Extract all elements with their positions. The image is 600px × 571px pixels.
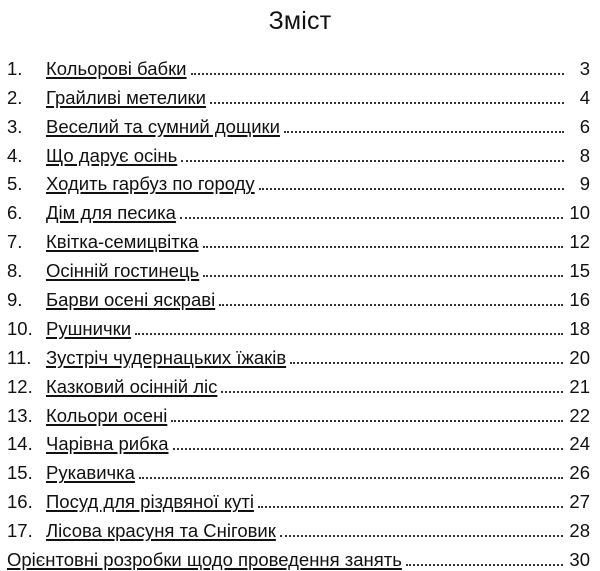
toc-entry-number: 9. [7,289,23,311]
toc-entry-title[interactable]: Дім для песика [46,202,176,224]
toc-entry-title[interactable]: Веселий та сумний дощики [46,115,280,137]
toc-entry-number: 15. [7,462,33,484]
toc-entry-page: 28 [569,520,590,542]
toc-entry[interactable] [7,138,590,167]
dot-leader [181,160,564,162]
toc-entry-title[interactable]: Ходить гарбуз по городу [46,173,255,195]
toc-entry-number: 14. [7,433,33,455]
toc-entry[interactable] [7,80,590,109]
dot-leader [280,535,564,537]
toc-entry-title[interactable]: Рушнички [46,317,132,339]
toc-entry-title[interactable]: Чарівна рибка [46,433,169,455]
toc-entry[interactable] [7,167,590,196]
dot-leader [135,333,563,335]
dot-leader [290,362,563,364]
dot-leader [219,304,563,306]
toc-entry-title[interactable]: Казковий осінній ліс [46,375,218,397]
dot-leader [203,246,564,248]
toc-entry-page: 15 [569,260,590,282]
toc-entry-number: 13. [7,404,33,426]
toc-entry-page: 4 [579,86,590,108]
toc-entry-number: 1. [7,57,23,79]
dot-leader [406,564,564,566]
toc-list [7,51,590,571]
toc-entry-page: 18 [569,317,590,339]
dot-leader [284,131,564,133]
toc-entry-title[interactable]: Орієнтовні розробки щодо проведення занять [7,549,402,571]
toc-entry-number: 7. [7,231,23,253]
toc-entry-number: 16. [7,491,33,513]
toc-entry-title[interactable]: Зустріч чудернацьких їжаків [46,346,287,368]
toc-entry-title[interactable]: Лісова красуня та Сніговик [46,520,276,542]
toc-entry-title[interactable]: Грайливі метелики [46,86,206,108]
toc-entry-page: 21 [569,375,590,397]
toc-entry-page: 30 [569,549,590,571]
page-title: Зміст [268,7,332,35]
toc-entry-number: 6. [7,202,23,224]
toc-entry-page: 22 [569,404,590,426]
toc-entry-title[interactable]: Осінній гостинець [46,260,200,282]
dot-leader [180,217,563,219]
dot-leader [173,448,564,450]
toc-entry-page: 27 [569,491,590,513]
toc-entry[interactable] [7,224,590,253]
toc-entry-number: 8. [7,260,23,282]
toc-entry-page: 12 [569,231,590,253]
toc-entry-number: 17. [7,520,33,542]
toc-entry-number: 11. [7,346,32,368]
toc-entry[interactable] [7,398,590,427]
toc-entry[interactable] [7,109,590,138]
toc-entry[interactable] [7,455,590,484]
dot-leader [258,506,563,508]
toc-entry[interactable] [7,51,590,80]
dot-leader [221,391,563,393]
toc-entry-page: 24 [569,433,590,455]
dot-leader [171,420,563,422]
toc-entry-page: 20 [569,346,590,368]
toc-entry[interactable] [7,340,590,369]
toc-entry-title[interactable]: Кольорові бабки [46,57,187,79]
toc-entry-number: 4. [7,144,23,166]
toc-entry-title[interactable]: Що дарує осінь [46,144,178,166]
toc-entry-title[interactable]: Барви осені яскраві [46,289,216,311]
toc-entry-page: 3 [579,57,590,79]
toc-entry-page: 16 [569,289,590,311]
toc-entry-page: 26 [569,462,590,484]
toc-entry[interactable] [7,484,590,513]
toc-entry-page: 8 [579,144,590,166]
dot-leader [259,188,564,190]
toc-entry-page: 6 [579,115,590,137]
toc-entry[interactable] [7,253,590,282]
toc-entry-title[interactable]: Квітка-семицвітка [46,231,199,253]
toc-entry-number: 10. [7,317,33,339]
toc-entry[interactable] [7,282,590,311]
dot-leader [139,477,563,479]
toc-entry-number: 2. [7,86,23,108]
dot-leader [203,275,563,277]
toc-entry-page: 10 [569,202,590,224]
toc-entry[interactable] [7,369,590,398]
dot-leader [191,73,564,75]
toc-entry[interactable] [7,195,590,224]
toc-entry-title[interactable]: Кольори осені [46,404,168,426]
toc-entry-page: 9 [579,173,590,195]
toc-entry-number: 5. [7,173,23,195]
dot-leader [210,102,564,104]
toc-entry-final[interactable] [7,542,590,571]
toc-entry-title[interactable]: Посуд для різдвяної куті [46,491,254,513]
toc-entry-number: 12. [7,375,33,397]
toc-entry[interactable] [7,513,590,542]
toc-entry[interactable] [7,311,590,340]
toc-entry-title[interactable]: Рукавичка [46,462,135,484]
toc-entry-number: 3. [7,115,23,137]
toc-entry[interactable] [7,427,590,456]
